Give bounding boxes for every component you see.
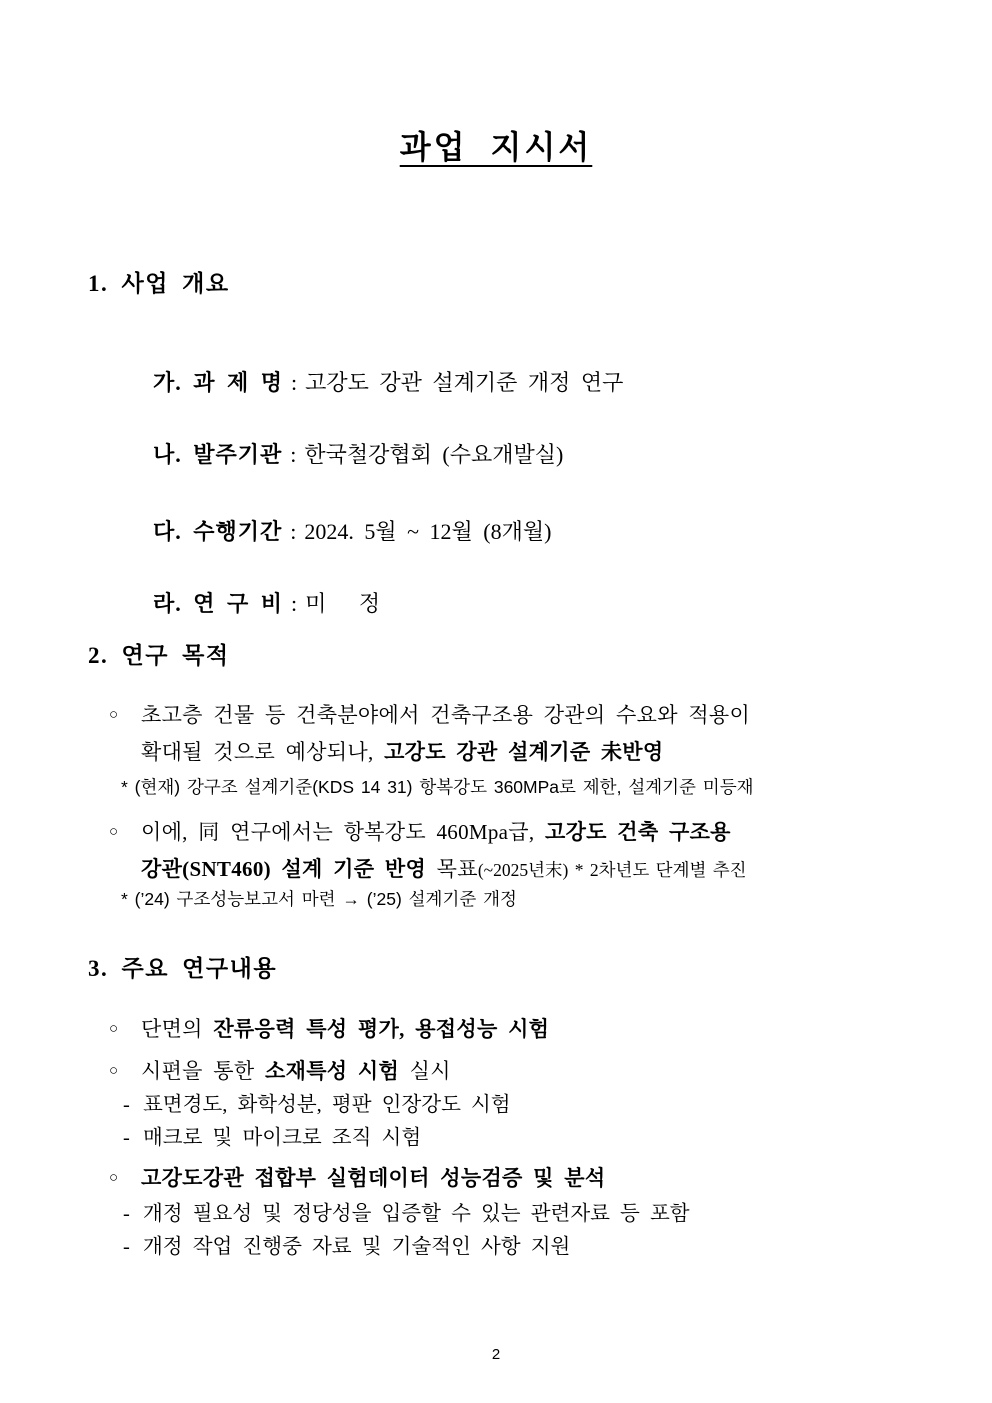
circle-bullet-icon: ○ xyxy=(109,1170,119,1186)
content-bullet-joint-verification-text xyxy=(141,1160,605,1197)
item-research-budget-colon: : xyxy=(291,591,298,616)
content-bullet-residual-stress-pre: 단면의 xyxy=(141,1017,214,1041)
section-3-heading: 3. 주요 연구내용 xyxy=(88,956,278,981)
item-research-budget-label: 라. 연 구 비 xyxy=(153,591,284,616)
section-1-heading: 1. 사업 개요 xyxy=(88,271,230,296)
circle-bullet-icon: ○ xyxy=(109,707,119,723)
content-bullet-joint-verification-bold: 고강도강관 접합부 실험데이터 성능검증 및 분석 xyxy=(141,1166,606,1190)
content-bullet-joint-verification-line xyxy=(141,1160,605,1197)
purpose-bullet-1-line-1-text: 초고층 건물 등 건축분야에서 건축구조용 강관의 수요와 적용이 xyxy=(141,703,751,727)
content-bullet-material-test-line xyxy=(141,1053,451,1090)
content-sub-technical-support-text: 개정 작업 진행중 자료 및 기술적인 사항 지원 xyxy=(143,1236,571,1258)
item-duration xyxy=(111,489,551,572)
item-project-name-value: 고강도 강관 설계기준 개정 연구 xyxy=(305,370,624,395)
dash-bullet-icon: - xyxy=(123,1094,130,1116)
content-bullet-material-test xyxy=(109,1053,451,1090)
content-bullet-material-test-pre: 시편을 통한 xyxy=(141,1059,266,1083)
item-project-name xyxy=(111,340,623,423)
item-ordering-agency-label: 나. 발주기관 xyxy=(153,442,283,467)
item-ordering-agency-colon: : xyxy=(290,442,297,467)
item-project-name-colon: : xyxy=(291,370,298,395)
purpose-bullet-1 xyxy=(109,697,750,771)
content-sub-related-data-text: 개정 필요성 및 정당성을 입증할 수 있는 관련자료 등 포함 xyxy=(143,1203,690,1225)
item-duration-value: 2024. 5월 ~ 12월 (8개월) xyxy=(304,519,552,544)
purpose-bullet-1-line-2-bold: 고강도 강관 설계기준 未반영 xyxy=(384,740,664,764)
purpose-bullet-2-line-1-bold: 고강도 건축 구조용 xyxy=(544,820,731,844)
purpose-bullet-2-line-2 xyxy=(141,851,747,889)
purpose-bullet-2-text xyxy=(141,814,747,889)
purpose-bullet-1-line-1 xyxy=(141,697,750,734)
content-bullet-material-test-bold: 소재특성 시험 xyxy=(265,1059,400,1083)
dash-bullet-icon: - xyxy=(123,1127,130,1149)
content-sub-surface-hardness-text: 표면경도, 화학성분, 평판 인장강도 시험 xyxy=(143,1094,511,1116)
purpose-bullet-2-line-1 xyxy=(141,814,747,851)
item-ordering-agency xyxy=(111,412,563,495)
item-duration-label: 다. 수행기간 xyxy=(153,519,283,544)
content-bullet-joint-verification xyxy=(109,1160,605,1197)
purpose-bullet-2 xyxy=(109,814,747,889)
content-sub-surface-hardness xyxy=(123,1090,511,1120)
content-bullet-material-test-post: 실시 xyxy=(399,1059,451,1083)
dash-bullet-icon: - xyxy=(123,1203,130,1225)
purpose-bullet-1-line-2 xyxy=(141,734,750,771)
page-number: 2 xyxy=(491,1346,501,1363)
content-bullet-residual-stress-bold: 잔류응력 특성 평가, 용접성능 시험 xyxy=(213,1017,550,1041)
item-duration-colon: : xyxy=(290,519,297,544)
item-ordering-agency-value: 한국철강협회 (수요개발실) xyxy=(304,442,564,467)
purpose-bullet-2-line-2-normal: 목표 xyxy=(426,857,478,881)
dash-bullet-icon: - xyxy=(123,1236,130,1258)
content-bullet-residual-stress xyxy=(109,1011,549,1048)
purpose-bullet-2-line-1-normal: 이에, 同 연구에서는 항복강도 460Mpa급, xyxy=(141,820,545,844)
item-research-budget-value: 미 정 xyxy=(305,591,381,616)
purpose-bullet-1-line-2-normal: 확대될 것으로 예상되나, xyxy=(141,740,385,764)
purpose-bullet-2-line-2-bold: 강관(SNT460) 설계 기준 반영 xyxy=(141,857,427,881)
item-research-budget xyxy=(111,561,380,644)
content-sub-related-data xyxy=(123,1199,690,1229)
content-sub-macro-micro-text: 매크로 및 마이크로 조직 시험 xyxy=(143,1127,422,1149)
purpose-bullet-2-line-2-small: (~2025년末) * 2차년도 단계별 추진 xyxy=(477,860,747,880)
circle-bullet-icon: ○ xyxy=(109,824,119,840)
purpose-bullet-1-text xyxy=(141,697,750,771)
content-sub-macro-micro xyxy=(123,1123,421,1153)
content-sub-technical-support xyxy=(123,1232,570,1262)
content-bullet-material-test-text xyxy=(141,1053,451,1090)
purpose-note-1: * (현재) 강구조 설계기준(KDS 14 31) 항복강도 360MPa로 제한, 설계기준 미등재 xyxy=(121,777,754,797)
content-bullet-residual-stress-text xyxy=(141,1011,549,1048)
section-2-heading: 2. 연구 목적 xyxy=(88,643,230,668)
purpose-note-2: * (’24) 구조성능보고서 마련 → (’25) 설계기준 개정 xyxy=(121,889,517,909)
circle-bullet-icon: ○ xyxy=(109,1063,119,1079)
content-bullet-residual-stress-line xyxy=(141,1011,549,1048)
circle-bullet-icon: ○ xyxy=(109,1021,119,1037)
page-title: 과업 지시서 xyxy=(399,129,593,165)
item-project-name-label: 가. 과 제 명 xyxy=(153,370,284,395)
